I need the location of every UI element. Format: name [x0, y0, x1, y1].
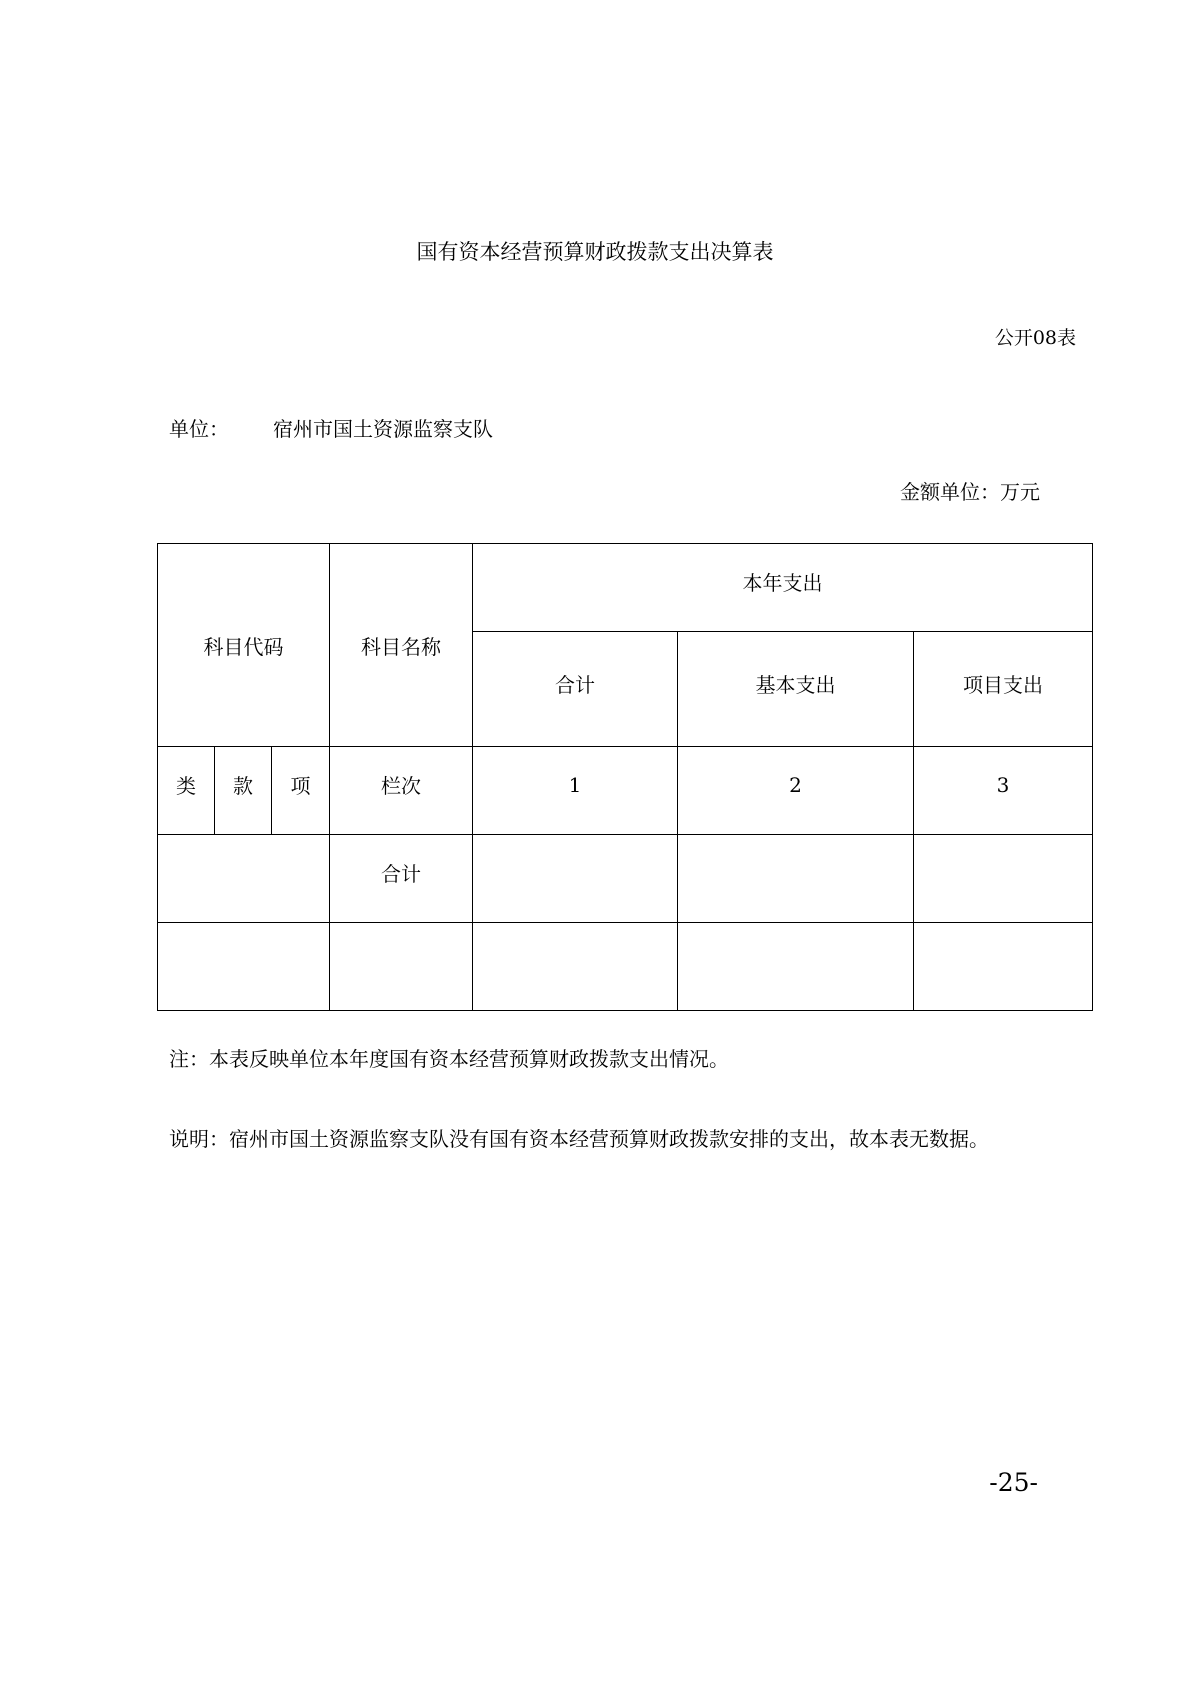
index-xiang-text: 项	[290, 774, 311, 798]
header-basic-expense-text: 基本支出	[755, 672, 836, 697]
header-total	[473, 632, 678, 747]
index-col1-text: 1	[568, 772, 582, 797]
total-row-project	[914, 835, 1093, 923]
header-current-year-expense	[473, 544, 1093, 632]
page-number: -25-	[989, 1468, 1038, 1497]
table-explanation: 说明：宿州市国土资源监察支队没有国有资本经营预算财政拨款安排的支出，故本表无数据。	[169, 1127, 989, 1151]
total-row-code	[158, 835, 330, 923]
row-total	[473, 923, 678, 1011]
header-row-1	[158, 544, 1093, 632]
index-lei-text: 类	[176, 774, 196, 798]
header-total-text: 合计	[555, 672, 595, 697]
table-note: 注：本表反映单位本年度国有资本经营预算财政拨款支出情况。	[169, 1047, 729, 1071]
row-basic	[678, 923, 914, 1011]
expense-table	[157, 543, 1093, 1011]
amount-unit: 金额单位：万元	[900, 480, 1040, 504]
table-row	[158, 923, 1093, 1011]
total-row-name	[330, 835, 473, 923]
index-col3	[914, 747, 1093, 835]
form-number: 公开08表	[994, 327, 1076, 349]
header-subject-code: 科目代码	[158, 544, 330, 747]
index-kuan-text: 款	[233, 774, 253, 798]
unit-line	[169, 413, 493, 442]
index-row	[158, 747, 1093, 835]
index-col2	[678, 747, 914, 835]
index-col3-text: 3	[996, 772, 1010, 797]
index-lei	[158, 747, 215, 835]
unit-label: 单位：	[169, 417, 229, 441]
total-row-total	[473, 835, 678, 923]
index-kuan	[215, 747, 272, 835]
total-row-name-text: 合计	[381, 862, 421, 886]
index-col1	[473, 747, 678, 835]
row-project	[914, 923, 1093, 1011]
total-row-basic	[678, 835, 914, 923]
total-row	[158, 835, 1093, 923]
index-column-label	[330, 747, 473, 835]
index-xiang	[272, 747, 330, 835]
header-current-year-expense-text: 本年支出	[742, 571, 823, 595]
index-column-label-text: 栏次	[381, 774, 421, 798]
header-subject-name: 科目名称	[330, 544, 473, 747]
header-project-expense-text: 项目支出	[963, 672, 1043, 697]
index-col2-text: 2	[789, 772, 802, 797]
unit-value: 宿州市国土资源监察支队	[273, 417, 493, 441]
header-project-expense	[914, 632, 1093, 747]
document-title: 国有资本经营预算财政拨款支出决算表	[416, 240, 774, 264]
row-name	[330, 923, 473, 1011]
header-basic-expense	[678, 632, 914, 747]
row-code	[158, 923, 330, 1011]
